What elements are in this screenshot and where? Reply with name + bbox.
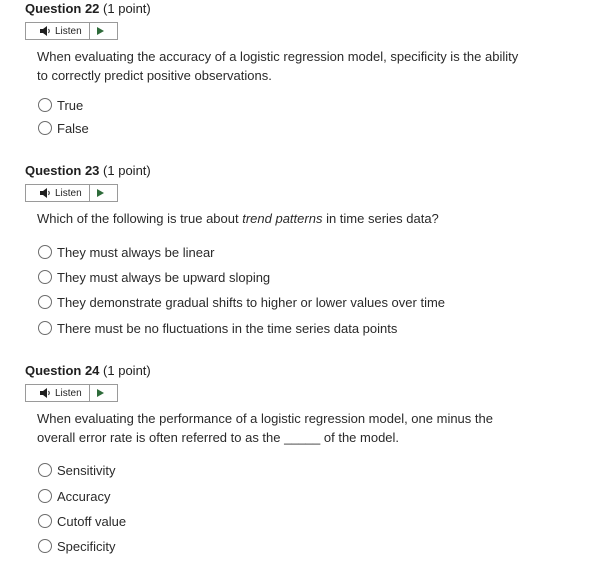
question-text: When evaluating the performance of a logistic regression model, one minus the overall error rate is often referred to as the _____ of the model. — [37, 411, 493, 445]
option-label: They demonstrate gradual shifts to higher or lower values over time — [57, 294, 446, 310]
option-label: There must be no fluctuations in the time series data points — [57, 320, 398, 336]
option-label: Sensitivity — [57, 462, 116, 478]
option-gradual-shifts[interactable] — [38, 293, 445, 311]
radio-button[interactable] — [38, 463, 52, 477]
radio-button[interactable] — [38, 295, 52, 309]
radio-button[interactable] — [38, 321, 52, 335]
listen-label: Listen — [55, 387, 82, 399]
option-label: True — [57, 97, 84, 113]
radio-button[interactable] — [38, 270, 52, 284]
option-label: False — [57, 120, 89, 136]
option-label: Specificity — [57, 538, 116, 554]
option-sensitivity[interactable] — [38, 461, 116, 479]
question-text-end: in time series data? — [322, 211, 439, 226]
speaker-icon — [40, 188, 52, 198]
listen-toolbar — [25, 22, 118, 40]
question-points: (1 point) — [103, 363, 151, 378]
question-title — [25, 1, 151, 16]
option-label: They must always be linear — [57, 244, 215, 260]
listen-button[interactable] — [26, 23, 90, 39]
question-text — [37, 209, 527, 228]
option-specificity[interactable] — [38, 537, 116, 555]
question-title — [25, 163, 151, 178]
question-number: Question 24 — [25, 363, 100, 378]
question-text-start: Which of the following is true about — [37, 211, 243, 226]
speaker-icon — [40, 26, 52, 36]
option-label: Accuracy — [57, 488, 111, 504]
speaker-icon — [40, 388, 52, 398]
option-no-fluctuations[interactable] — [38, 319, 397, 337]
question-points: (1 point) — [103, 163, 151, 178]
listen-button[interactable] — [26, 385, 90, 401]
radio-button[interactable] — [38, 245, 52, 259]
radio-button[interactable] — [38, 121, 52, 135]
radio-button[interactable] — [38, 489, 52, 503]
play-button[interactable] — [90, 185, 112, 201]
play-button[interactable] — [90, 385, 112, 401]
listen-label: Listen — [55, 187, 82, 199]
option-label: Cutoff value — [57, 513, 127, 529]
listen-toolbar — [25, 184, 118, 202]
question-text-emphasis: trend patterns — [242, 211, 323, 226]
option-accuracy[interactable] — [38, 487, 110, 505]
play-icon — [97, 189, 104, 197]
listen-label: Listen — [55, 25, 82, 37]
question-number: Question 22 — [25, 1, 100, 16]
play-icon — [97, 389, 104, 397]
option-false[interactable] — [38, 119, 89, 137]
listen-button[interactable] — [26, 185, 90, 201]
listen-toolbar — [25, 384, 118, 402]
option-upward-sloping[interactable] — [38, 268, 270, 286]
option-cutoff-value[interactable] — [38, 512, 126, 530]
option-linear[interactable] — [38, 243, 215, 261]
option-true[interactable] — [38, 96, 83, 114]
radio-button[interactable] — [38, 514, 52, 528]
question-number: Question 23 — [25, 163, 100, 178]
radio-button[interactable] — [38, 98, 52, 112]
play-button[interactable] — [90, 23, 112, 39]
question-text: When evaluating the accuracy of a logistic regression model, specificity is the ability to correctly predict positive observations. — [37, 49, 519, 83]
question-title — [25, 363, 151, 378]
play-icon — [97, 27, 104, 35]
question-points: (1 point) — [103, 1, 151, 16]
radio-button[interactable] — [38, 539, 52, 553]
option-label: They must always be upward sloping — [57, 269, 271, 285]
